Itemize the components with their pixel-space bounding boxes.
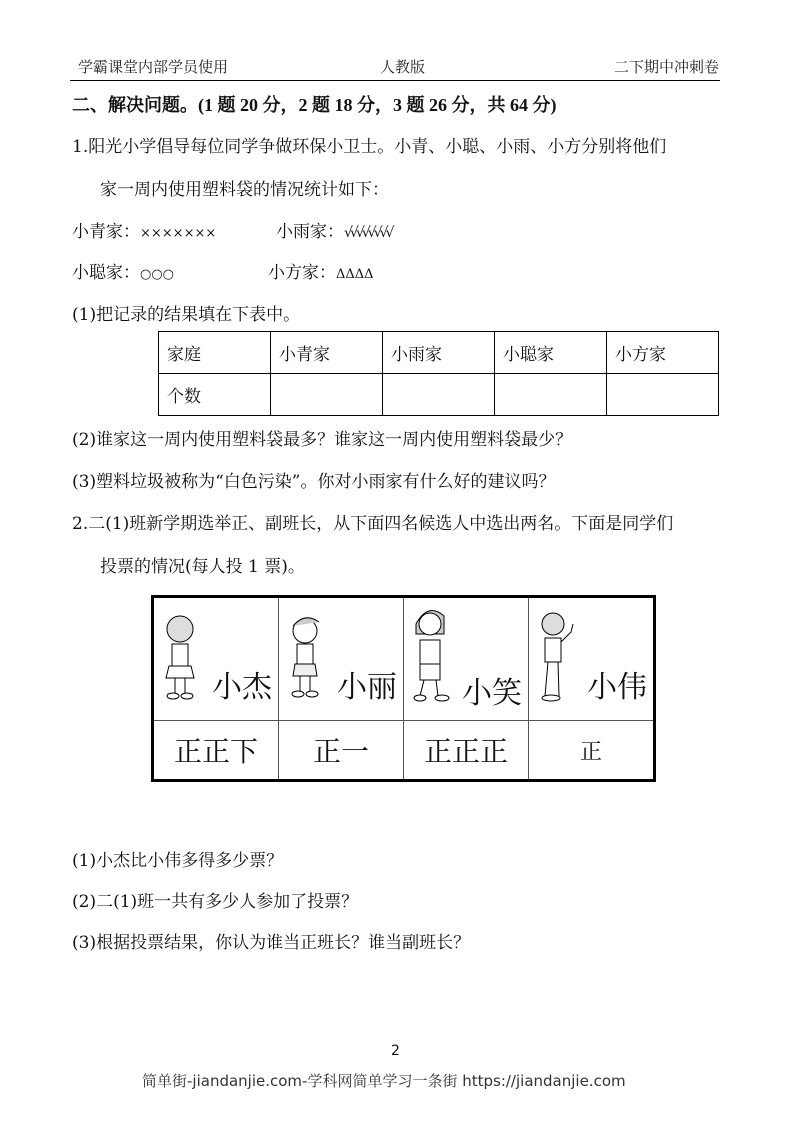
header-center: 人教版: [380, 58, 426, 76]
girl-figure-icon: [160, 612, 200, 702]
q2-sub1: (1)小杰比小伟多得多少票？: [72, 851, 284, 871]
girl-figure-icon: [285, 612, 325, 702]
candidate-name: 小伟: [587, 670, 647, 705]
q1-sub3: (3)塑料垃圾被称为“白色污染”。你对小雨家有什么好的建议吗？: [72, 472, 556, 492]
answer-cell[interactable]: [495, 374, 607, 416]
table-header-cell: 小聪家: [495, 332, 607, 374]
boy-figure-icon: [535, 606, 581, 706]
table-header-cell: 小方家: [607, 332, 719, 374]
candidate-cell: [153, 597, 279, 721]
girl-figure-icon: [410, 602, 456, 702]
candidate-cell: [279, 597, 404, 721]
q2-sub2: (2)二(1)班一共有多少人参加了投票？: [72, 892, 359, 912]
record-xiaoqing: 小青家：×××××××: [72, 222, 217, 242]
header-rule: [70, 80, 720, 81]
candidate-name: 小杰: [212, 670, 272, 705]
tally-cell: 正正下: [153, 721, 279, 781]
q1-sub2: (2)谁家这一周内使用塑料袋最多？谁家这一周内使用塑料袋最少？: [72, 430, 573, 450]
tally-cell: 正一: [279, 721, 404, 781]
q2-sub3: (3)根据投票结果，你认为谁当正班长？谁当副班长？: [72, 933, 471, 953]
candidate-name: 小丽: [337, 670, 397, 705]
table-row-label: 个数: [159, 374, 271, 416]
candidate-cell: [404, 597, 529, 721]
record-xiaofang: 小方家：ΔΔΔΔ: [268, 263, 374, 283]
record-xiaoyu: 小雨家：√√√√√√√√: [276, 222, 392, 242]
q2-line1: 2.二(1)班新学期选举正、副班长，从下面四名候选人中选出两名。下面是同学们: [72, 514, 674, 534]
header-right: 二下期中冲刺卷: [613, 58, 719, 76]
table-header-cell: 小雨家: [383, 332, 495, 374]
q1-line2: 家一周内使用塑料袋的情况统计如下：: [100, 180, 389, 200]
q2-line2: 投票的情况(每人投 1 票)。: [100, 557, 305, 577]
section-title: 二、解决问题。(1 题 20 分，2 题 18 分，3 题 26 分，共 64 分): [72, 95, 557, 115]
answer-cell[interactable]: [383, 374, 495, 416]
page-number: 2: [391, 1043, 400, 1059]
tally-cell: 正正正: [404, 721, 529, 781]
table-header-cell: 小青家: [271, 332, 383, 374]
footer-link[interactable]: 简单街-jiandanjie.com-学科网简单学习一条街 https://jiandanjie.com: [142, 1072, 626, 1090]
bag-count-table: [158, 331, 719, 416]
vote-table: [151, 595, 656, 782]
answer-cell[interactable]: [607, 374, 719, 416]
answer-cell[interactable]: [271, 374, 383, 416]
q1-line1: 1.阳光小学倡导每位同学争做环保小卫士。小青、小聪、小雨、小方分别将他们: [72, 137, 667, 157]
table-header-cell: 家庭: [159, 332, 271, 374]
header-left: 学霸课堂内部学员使用: [78, 58, 229, 76]
candidate-name: 小笑: [462, 676, 522, 711]
record-xiaocong: 小聪家：○○○: [72, 263, 175, 283]
q1-sub1: (1)把记录的结果填在下表中。: [72, 305, 301, 325]
candidate-cell: [529, 597, 655, 721]
tally-cell: 正: [529, 721, 655, 781]
